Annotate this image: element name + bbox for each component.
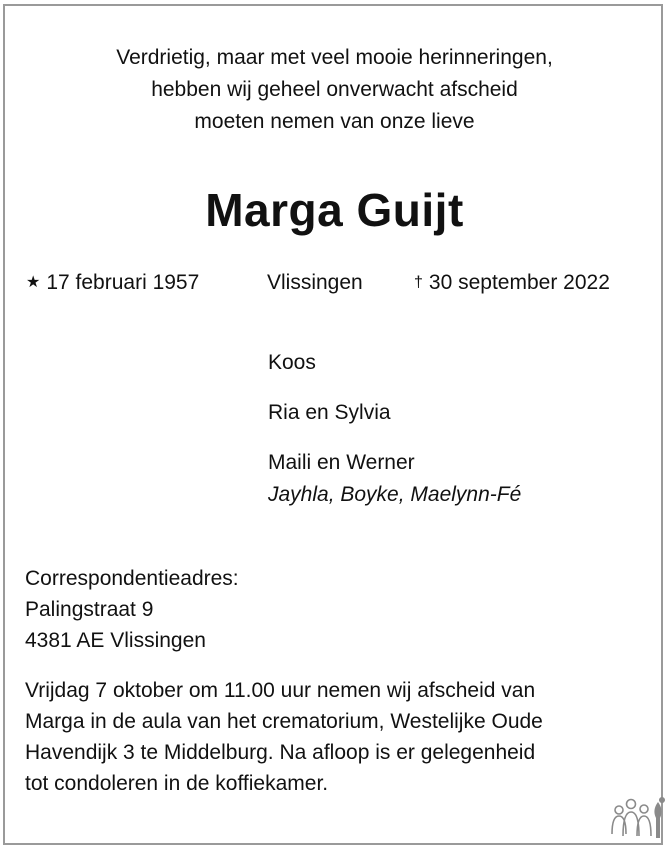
address-postal-city: 4381 AE Vlissingen [25, 629, 206, 652]
place: Vlissingen [267, 271, 363, 294]
cross-icon: † [414, 274, 423, 291]
family-line-children: Maili en Werner [268, 451, 415, 474]
intro-line: hebben wij geheel onverwacht afscheid [151, 78, 518, 101]
ceremony-notice [25, 675, 543, 799]
birth-date: 17 februari 1957 [46, 271, 200, 294]
family-line-children: Ria en Sylvia [268, 401, 391, 424]
star-icon: ★ [26, 274, 41, 291]
intro-line: Verdrietig, maar met veel mooie herinneringen, [116, 46, 553, 69]
correspondence-address [25, 563, 239, 656]
address-street: Palingstraat 9 [25, 598, 154, 621]
notice-line: Havendijk 3 te Middelburg. Na afloop is er gelegenheid [25, 741, 536, 764]
intro-text [0, 42, 669, 138]
notice-line: Marga in de aula van het crematorium, Westelijke Oude [25, 710, 543, 733]
deceased-name: Marga Guijt [205, 184, 464, 236]
notice-line: Vrijdag 7 oktober om 11.00 uur nemen wij afscheid van [25, 679, 536, 702]
birth-info [26, 268, 199, 298]
notice-line: tot condoleren in de koffiekamer. [25, 772, 329, 795]
address-label: Correspondentieadres: [25, 567, 239, 590]
death-info [414, 268, 610, 298]
family-line-partner: Koos [268, 351, 316, 374]
death-date: 30 september 2022 [428, 271, 610, 294]
family-line-grandchildren: Jayhla, Boyke, Maelynn-Fé [268, 483, 522, 506]
intro-line: moeten nemen van onze lieve [194, 110, 475, 133]
family-figures-logo-icon [606, 796, 666, 840]
